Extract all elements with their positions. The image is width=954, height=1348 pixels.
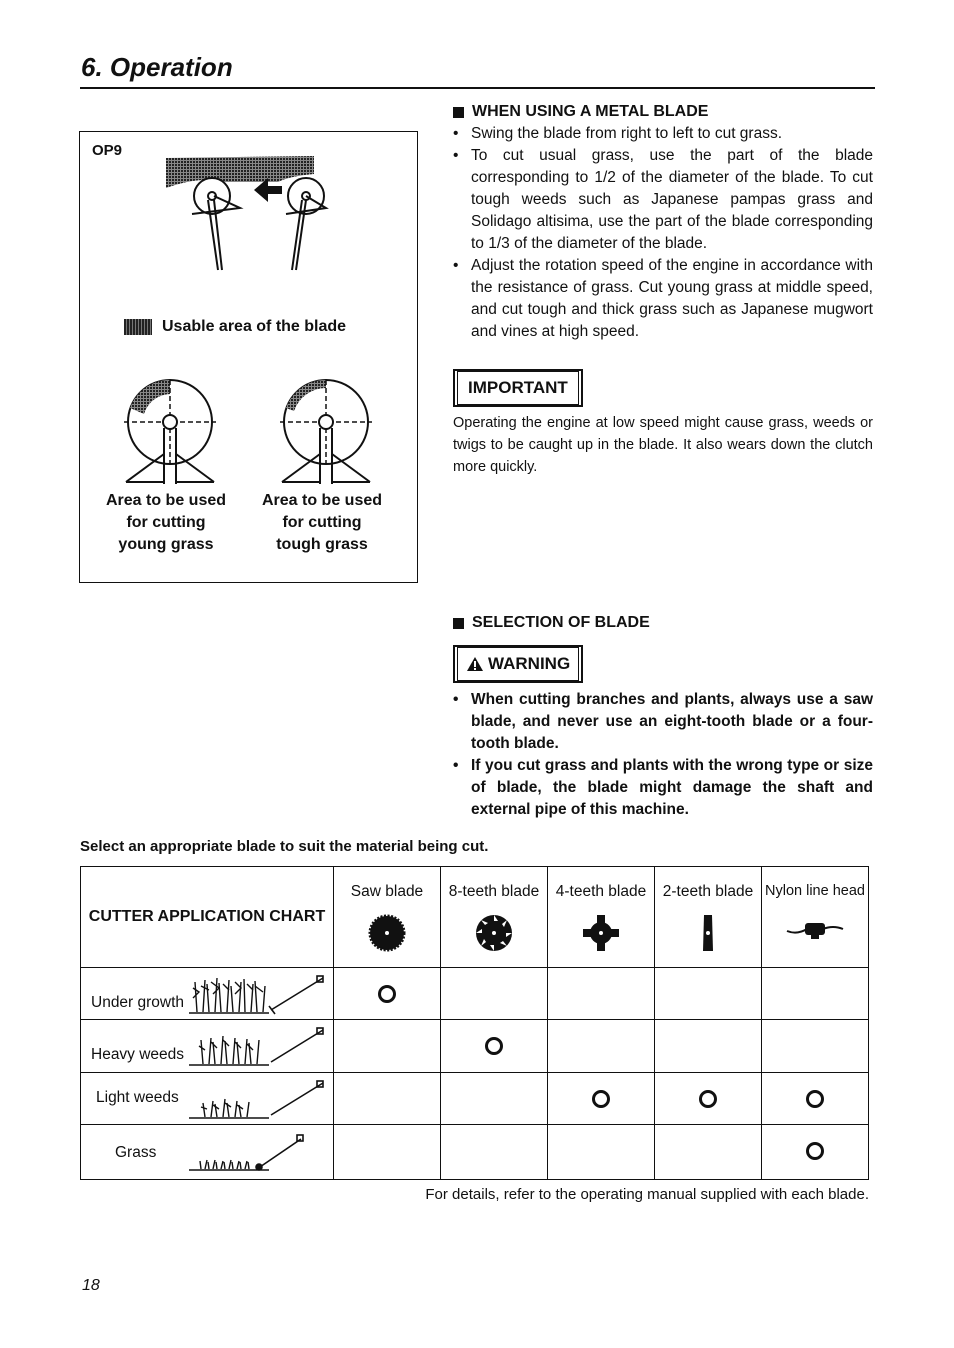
cutter-application-chart bbox=[80, 866, 869, 1180]
cell-mark bbox=[334, 968, 441, 1020]
cell-mark bbox=[334, 1073, 441, 1125]
list-item: • If you cut grass and plants with the wrong type or size of blade, the blade might damage the shaft and external pipe of this machine. bbox=[453, 755, 873, 821]
suitability-mark-slot bbox=[762, 1020, 868, 1036]
warning-list bbox=[453, 689, 873, 821]
row-label: Light weeds bbox=[96, 1089, 179, 1106]
cell-mark bbox=[441, 968, 548, 1020]
square-bullet-icon bbox=[453, 107, 464, 118]
grass-icon bbox=[189, 1131, 329, 1173]
usable-area-legend bbox=[124, 318, 346, 336]
suitability-mark-slot bbox=[655, 1073, 761, 1109]
suitability-mark-slot bbox=[334, 1125, 440, 1141]
hatch-swatch bbox=[124, 319, 152, 335]
cell-mark bbox=[548, 1125, 655, 1180]
page-title: 6. Operation bbox=[81, 52, 233, 82]
suitable-mark-icon bbox=[591, 1089, 611, 1109]
suitability-mark-slot bbox=[548, 1073, 654, 1109]
young-grass-blade-diagram bbox=[120, 378, 220, 486]
row-label: Under growth bbox=[91, 994, 185, 1011]
suitability-mark-slot bbox=[762, 1125, 868, 1161]
chart-intro: Select an appropriate blade to suit the material being cut. bbox=[80, 838, 489, 855]
table-row bbox=[81, 968, 869, 1020]
cell-mark bbox=[548, 1073, 655, 1125]
caption-young-grass: Area to be used for cutting young grass bbox=[105, 492, 227, 553]
suitability-mark-slot bbox=[441, 1073, 547, 1089]
four-teeth-blade-icon bbox=[581, 913, 621, 953]
list-item: • When cutting branches and plants, always use a saw blade, and never use an eight-tooth blade or a four-tooth blade. bbox=[453, 689, 873, 755]
page-number: 18 bbox=[82, 1277, 100, 1294]
important-text: Operating the engine at low speed might cause grass, weeds or twigs to be caught up in the blade. It also wears down the clutch more quickly. bbox=[453, 415, 873, 475]
cell-mark bbox=[655, 1020, 762, 1073]
suitable-mark-icon bbox=[805, 1141, 825, 1161]
cell-mark bbox=[655, 1073, 762, 1125]
cell-mark bbox=[334, 1020, 441, 1073]
list-item: • To cut usual grass, use the part of the blade corresponding to 1/2 of the diameter of the blade. To cut tough weeds such as Japanese pampas grass and Solidago altisima, use the part of the blade corresponding to 1/3 of the diameter of the blade. bbox=[453, 145, 873, 255]
suitability-mark-slot bbox=[548, 1020, 654, 1036]
legend-text: Usable area of the blade bbox=[162, 318, 347, 335]
suitability-mark-slot bbox=[441, 968, 547, 984]
op9-figure bbox=[79, 131, 418, 583]
under-growth-icon bbox=[189, 974, 329, 1016]
suitability-mark-slot bbox=[441, 1020, 547, 1056]
cell-mark bbox=[762, 1073, 869, 1125]
cell-mark bbox=[548, 968, 655, 1020]
metal-blade-heading: WHEN USING A METAL BLADE bbox=[453, 103, 708, 121]
cell-mark bbox=[441, 1020, 548, 1073]
table-row bbox=[81, 1073, 869, 1125]
chart-footnote: For details, refer to the operating manual supplied with each blade. bbox=[425, 1186, 869, 1203]
row-label-cell bbox=[81, 1125, 334, 1180]
suitability-mark-slot bbox=[655, 968, 761, 984]
cell-mark bbox=[441, 1073, 548, 1125]
col-saw-blade: Saw blade bbox=[334, 867, 441, 968]
suitability-mark-slot bbox=[762, 968, 868, 984]
eight-teeth-blade-icon bbox=[474, 913, 514, 953]
figure-label: OP9 bbox=[92, 142, 123, 159]
col-two-teeth-blade: 2-teeth blade bbox=[655, 867, 762, 968]
col-nylon-line-head: Nylon line head bbox=[762, 867, 869, 968]
selection-heading: SELECTION OF BLADE bbox=[453, 614, 650, 632]
cell-mark bbox=[762, 1020, 869, 1073]
suitable-mark-icon bbox=[805, 1089, 825, 1109]
suitability-mark-slot bbox=[548, 968, 654, 984]
chart-title: CUTTER APPLICATION CHART bbox=[88, 908, 326, 925]
chart-title-cell bbox=[81, 867, 334, 968]
suitable-mark-icon bbox=[484, 1036, 504, 1056]
header-row bbox=[81, 867, 869, 968]
cell-mark bbox=[441, 1125, 548, 1180]
row-label-cell bbox=[81, 968, 334, 1020]
suitability-mark-slot bbox=[655, 1125, 761, 1141]
cell-mark bbox=[334, 1125, 441, 1180]
caption-tough-grass: Area to be used for cutting tough grass bbox=[261, 492, 383, 553]
row-label: Grass bbox=[115, 1144, 157, 1161]
suitability-mark-slot bbox=[655, 1020, 761, 1036]
metal-blade-list bbox=[453, 123, 873, 343]
warning-label: WARNING bbox=[453, 645, 583, 683]
suitable-mark-icon bbox=[377, 984, 397, 1004]
cell-mark bbox=[655, 1125, 762, 1180]
heavy-weeds-icon bbox=[189, 1026, 329, 1068]
suitability-mark-slot bbox=[441, 1125, 547, 1141]
cell-mark bbox=[762, 1125, 869, 1180]
row-label: Heavy weeds bbox=[91, 1046, 185, 1063]
suitability-mark-slot bbox=[334, 1020, 440, 1036]
row-label-cell bbox=[81, 1020, 334, 1073]
light-weeds-icon bbox=[189, 1079, 329, 1121]
important-label: IMPORTANT bbox=[453, 369, 583, 407]
table-row bbox=[81, 1125, 869, 1180]
suitable-mark-icon bbox=[698, 1089, 718, 1109]
cell-mark bbox=[762, 968, 869, 1020]
nylon-line-head-icon bbox=[785, 911, 845, 951]
table-row bbox=[81, 1020, 869, 1073]
two-teeth-blade-icon bbox=[688, 913, 728, 953]
saw-blade-icon bbox=[367, 913, 407, 953]
cell-mark bbox=[655, 968, 762, 1020]
blade-swing-illustration bbox=[160, 152, 330, 277]
square-bullet-icon bbox=[453, 618, 464, 629]
col-four-teeth-blade: 4-teeth blade bbox=[548, 867, 655, 968]
suitability-mark-slot bbox=[334, 1073, 440, 1089]
suitability-mark-slot bbox=[334, 968, 440, 1004]
suitability-mark-slot bbox=[762, 1073, 868, 1109]
list-item: • Swing the blade from right to left to cut grass. bbox=[453, 123, 873, 145]
list-item: • Adjust the rotation speed of the engine in accordance with the resistance of grass. Cut young grass at middle speed, and cut tough and thick grass such as Japanese mugwort and vines at high speed. bbox=[453, 255, 873, 343]
tough-grass-blade-diagram bbox=[276, 378, 376, 486]
warning-triangle-icon bbox=[466, 656, 484, 672]
title-rule bbox=[80, 87, 875, 89]
cell-mark bbox=[548, 1020, 655, 1073]
suitability-mark-slot bbox=[548, 1125, 654, 1141]
col-eight-teeth-blade: 8-teeth blade bbox=[441, 867, 548, 968]
row-label-cell bbox=[81, 1073, 334, 1125]
